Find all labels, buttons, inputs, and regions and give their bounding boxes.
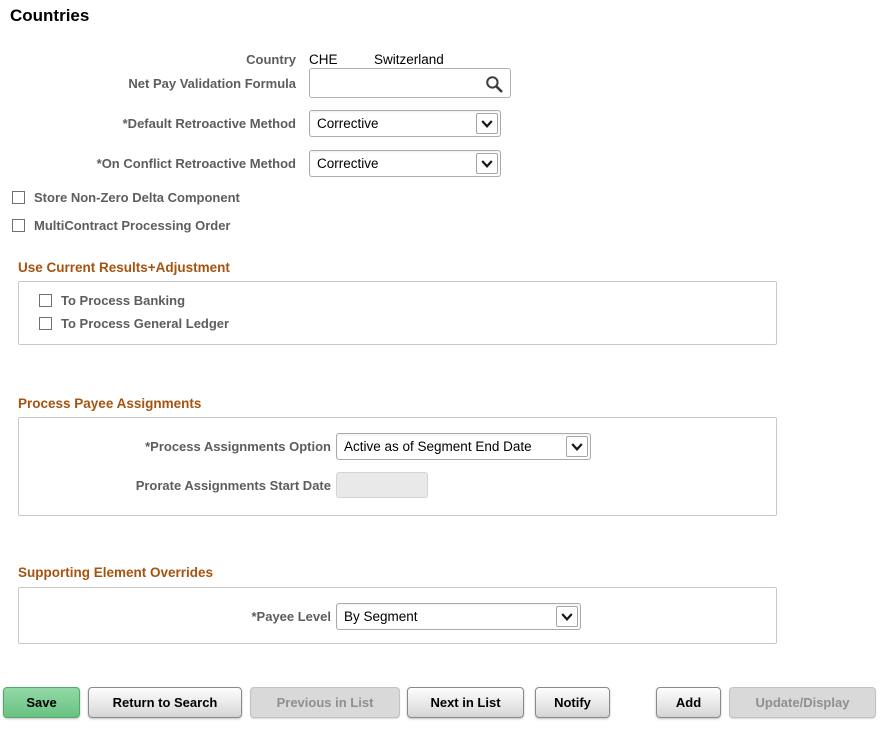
multicontract-order-row (12, 218, 230, 233)
notify-button[interactable]: Notify (535, 687, 610, 718)
multicontract-order-checkbox[interactable] (12, 219, 25, 232)
on-conflict-retro-method-label: *On Conflict Retroactive Method (96, 156, 296, 171)
prorate-assignments-start-date-input (336, 472, 428, 498)
on-conflict-retro-method-row (0, 150, 501, 177)
default-retro-method-select[interactable] (309, 110, 501, 137)
use-current-results-heading: Use Current Results+Adjustment (18, 260, 230, 275)
search-icon[interactable] (485, 75, 503, 93)
chevron-down-icon (556, 606, 578, 627)
country-code-value: CHE (309, 51, 338, 67)
net-pay-formula-label: Net Pay Validation Formula (128, 75, 296, 91)
toolbar (0, 687, 886, 718)
prorate-assignments-start-date-row (19, 472, 776, 498)
process-assignments-option-row (19, 433, 776, 460)
to-process-banking-checkbox[interactable] (39, 294, 52, 307)
payee-level-label: *Payee Level (251, 609, 331, 624)
on-conflict-retro-method-value: Corrective (317, 156, 379, 171)
default-retro-method-label: *Default Retroactive Method (122, 116, 296, 131)
supporting-element-overrides-heading: Supporting Element Overrides (18, 565, 214, 580)
chevron-down-icon (476, 153, 498, 174)
previous-in-list-button: Previous in List (250, 687, 400, 718)
to-process-general-ledger-label: To Process General Ledger (61, 316, 230, 331)
default-retro-method-value: Corrective (317, 116, 379, 131)
default-retro-method-row (0, 110, 501, 137)
page-title: Countries (10, 6, 90, 25)
net-pay-formula-row (0, 68, 511, 98)
return-to-search-button[interactable]: Return to Search (88, 687, 242, 718)
store-non-zero-delta-checkbox[interactable] (12, 191, 25, 204)
payee-level-row (19, 603, 776, 630)
add-button[interactable]: Add (656, 687, 721, 718)
process-payee-assignments-heading: Process Payee Assignments (18, 396, 202, 411)
country-name-value: Switzerland (374, 51, 444, 67)
save-button[interactable]: Save (3, 687, 80, 718)
country-row (0, 51, 444, 67)
payee-level-value: By Segment (344, 609, 418, 624)
prorate-assignments-start-date-label: Prorate Assignments Start Date (135, 477, 331, 493)
update-display-button: Update/Display (729, 687, 876, 718)
chevron-down-icon (566, 436, 588, 457)
on-conflict-retro-method-select[interactable] (309, 150, 501, 177)
multicontract-order-label: MultiContract Processing Order (34, 218, 231, 233)
to-process-general-ledger-checkbox[interactable] (39, 317, 52, 330)
next-in-list-button[interactable]: Next in List (407, 687, 524, 718)
country-label: Country (246, 51, 296, 67)
process-assignments-option-label: *Process Assignments Option (145, 439, 331, 454)
to-process-banking-label: To Process Banking (61, 293, 186, 308)
process-assignments-option-value: Active as of Segment End Date (344, 439, 532, 454)
net-pay-formula-lookup (309, 68, 511, 98)
process-assignments-option-select[interactable] (336, 433, 591, 460)
use-current-results-box (18, 281, 777, 345)
supporting-element-overrides-box (18, 587, 777, 644)
process-payee-assignments-box (18, 417, 777, 516)
to-process-general-ledger-row (39, 316, 776, 331)
store-non-zero-delta-row (12, 190, 240, 205)
payee-level-select[interactable] (336, 603, 581, 630)
chevron-down-icon (476, 113, 498, 134)
store-non-zero-delta-label: Store Non-Zero Delta Component (34, 190, 240, 205)
to-process-banking-row (39, 293, 776, 308)
net-pay-formula-input[interactable] (310, 69, 510, 97)
